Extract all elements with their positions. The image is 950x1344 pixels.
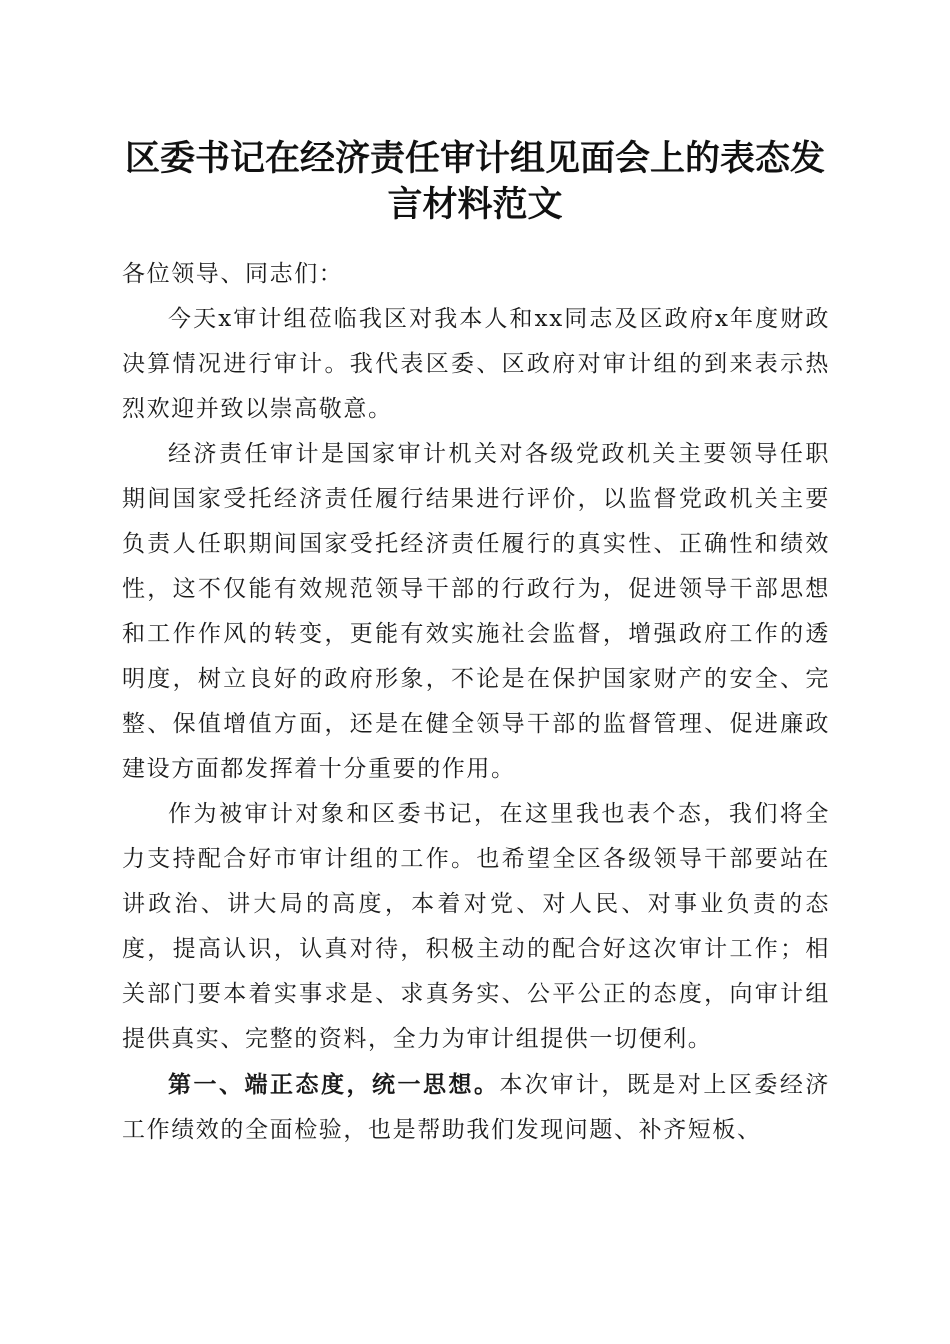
paragraph-audit-significance: 经济责任审计是国家审计机关对各级党政机关主要领导任职期间国家受托经济责任履行结果进行评价，以监督党政机关主要负责人任职期间国家受托经济责任履行的真实性、正确性和绩效性，这不仅能有效规范领导干部的行政行为，促进领导干部思想和工作作风的转变，更能有效实施社会监督，增强政府工作的透明度，树立良好的政府形象，不论是在保护国家财产的安全、完整、保值增值方面，还是在健全领导干部的监督管理、促进廉政建设方面都发挥着十分重要的作用。 — [122, 441, 830, 782]
title-line-1: 区委书记在经济责任审计组见面会上的表态发 — [124, 138, 825, 179]
greeting: 各位领导、同志们： — [122, 261, 344, 287]
point-one-text: 本次审计，既是对上区委经济工作绩效的全面检验，也是帮助我们发现问题、补齐短板、 — [122, 1072, 830, 1143]
paragraph-welcome: 今天x审计组莅临我区对我本人和xx同志及区政府x年度财政决算情况进行审计。我代表区委、区政府对审计组的到来表示热烈欢迎并致以崇高敬意。 — [122, 306, 830, 422]
point-one-heading: 第一、端正态度，统一思想。 — [168, 1071, 500, 1098]
paragraph-commitment: 作为被审计对象和区委书记，在这里我也表个态，我们将全力支持配合好市审计组的工作。也希望全区各级领导干部要站在讲政治、讲大局的高度，本着对党、对人民、对事业负责的态度，提高认识，认真对待，积极主动的配合好这次审计工作；相关部门要本着实事求是、求真务实、公平公正的态度，向审计组提供真实、完整的资料，全力为审计组提供一切便利。 — [122, 801, 830, 1052]
document-title — [100, 136, 850, 228]
title-line-2: 言材料范文 — [387, 184, 563, 225]
paragraph-point-one — [122, 1062, 830, 1153]
document-body — [122, 252, 830, 1153]
